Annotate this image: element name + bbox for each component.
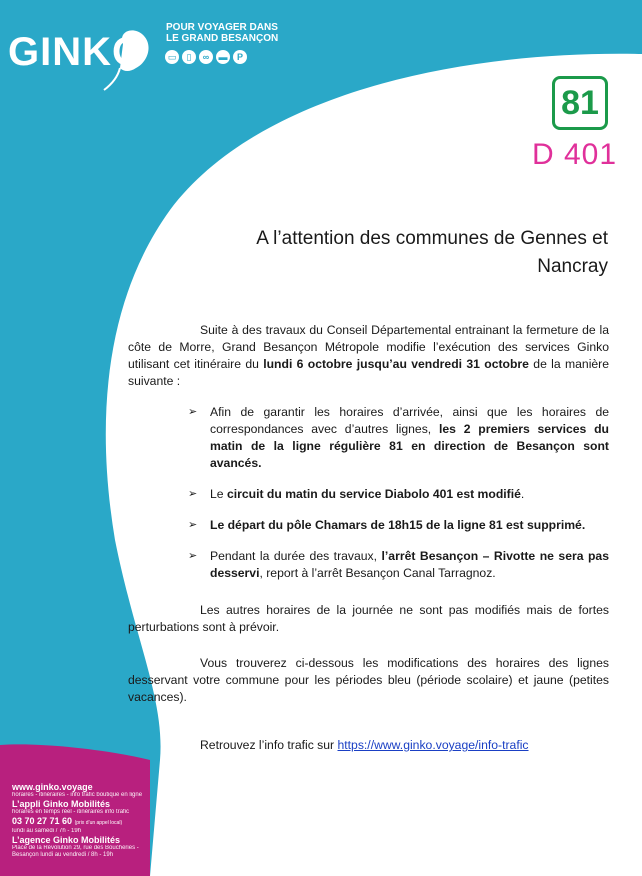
parking-icon: P [233,50,247,64]
mode-icons [165,50,247,64]
footer-site[interactable]: www.ginko.voyage [12,782,93,792]
changes-list [128,404,609,582]
notice-body [128,322,609,754]
brand-wordmark: GINKO [8,30,145,74]
arrow-bullet-icon: ➢ [188,488,198,500]
footer-contact: www.ginko.voyage horaires - itinéraires - info trafic boutique en ligne L’appli Ginko Mobilités horaires en temps réel - itinéraires info trafic 03 70 27 71 60 (prix d’un appel local) lundi au samedi / 7h - 19h L’agence Ginko Mobilités Place de la Révolution 29, rue des Boucheries - Besançon lundi au vendredi / 8h - 19h [12,782,162,859]
brand-tagline: POUR VOYAGER DANS LE GRAND BESANÇON [166,22,279,44]
schedule-note: Les autres horaires de la journée ne sont pas modifiés mais de fortes perturbations sont à prévoir. [128,603,609,634]
bike-icon: ∞ [199,50,213,64]
footer-phone: 03 70 27 71 60 (prix d’un appel local) [12,816,123,826]
info-traffic-line: Retrouvez l’info trafic sur https://www.ginko.voyage/info-trafic [200,738,529,752]
arrow-bullet-icon: ➢ [188,406,198,418]
car-icon: ▬ [216,50,230,64]
footer-agency: L’agence Ginko Mobilités [12,835,121,845]
list-item: ➢ Le circuit du matin du service Diabolo 401 est modifié. [188,487,525,501]
arrow-bullet-icon: ➢ [188,519,198,531]
footer-app: L’appli Ginko Mobilités [12,799,111,809]
list-item: ➢ Afin de garantir les horaires d’arrivée, ainsi que les horaires de correspondances avec d’autres lignes, les 2 premiers services du matin de la ligne régulière 81 en direction de Besançon sont avancés. [188,405,609,470]
tram-icon: ▯ [182,50,196,64]
intro-paragraph: Suite à des travaux du Conseil Départemental entrainant la fermeture de la côte de Morre, Grand Besançon Métropole modifie l’exécution des services Ginko utilisant cet itinéraire du lundi 6 octobre jusqu’au vendredi 31 octobre de la manière suivante : [128,323,610,388]
timetable-note: Vous trouverez ci-dessous les modifications des horaires des lignes desservant votre commune pour les périodes bleu (période scolaire) et jaune (petites vacances). [128,656,609,704]
info-traffic-link[interactable]: https://www.ginko.voyage/info-trafic [337,738,529,752]
bus-icon: ▭ [165,50,179,64]
service-code: D 401 [532,138,618,171]
page-title: A l’attention des communes de Gennes et Nancray [256,228,608,277]
arrow-bullet-icon: ➢ [188,550,198,562]
list-item: ➢ Pendant la durée des travaux, l’arrêt Besançon – Rivotte ne sera pas desservi, report à l’arrêt Besançon Canal Tarragnoz. [188,549,609,580]
line-number-badge: 81 [552,76,608,130]
list-item: ➢ Le départ du pôle Chamars de 18h15 de la ligne 81 est supprimé. [188,518,586,532]
